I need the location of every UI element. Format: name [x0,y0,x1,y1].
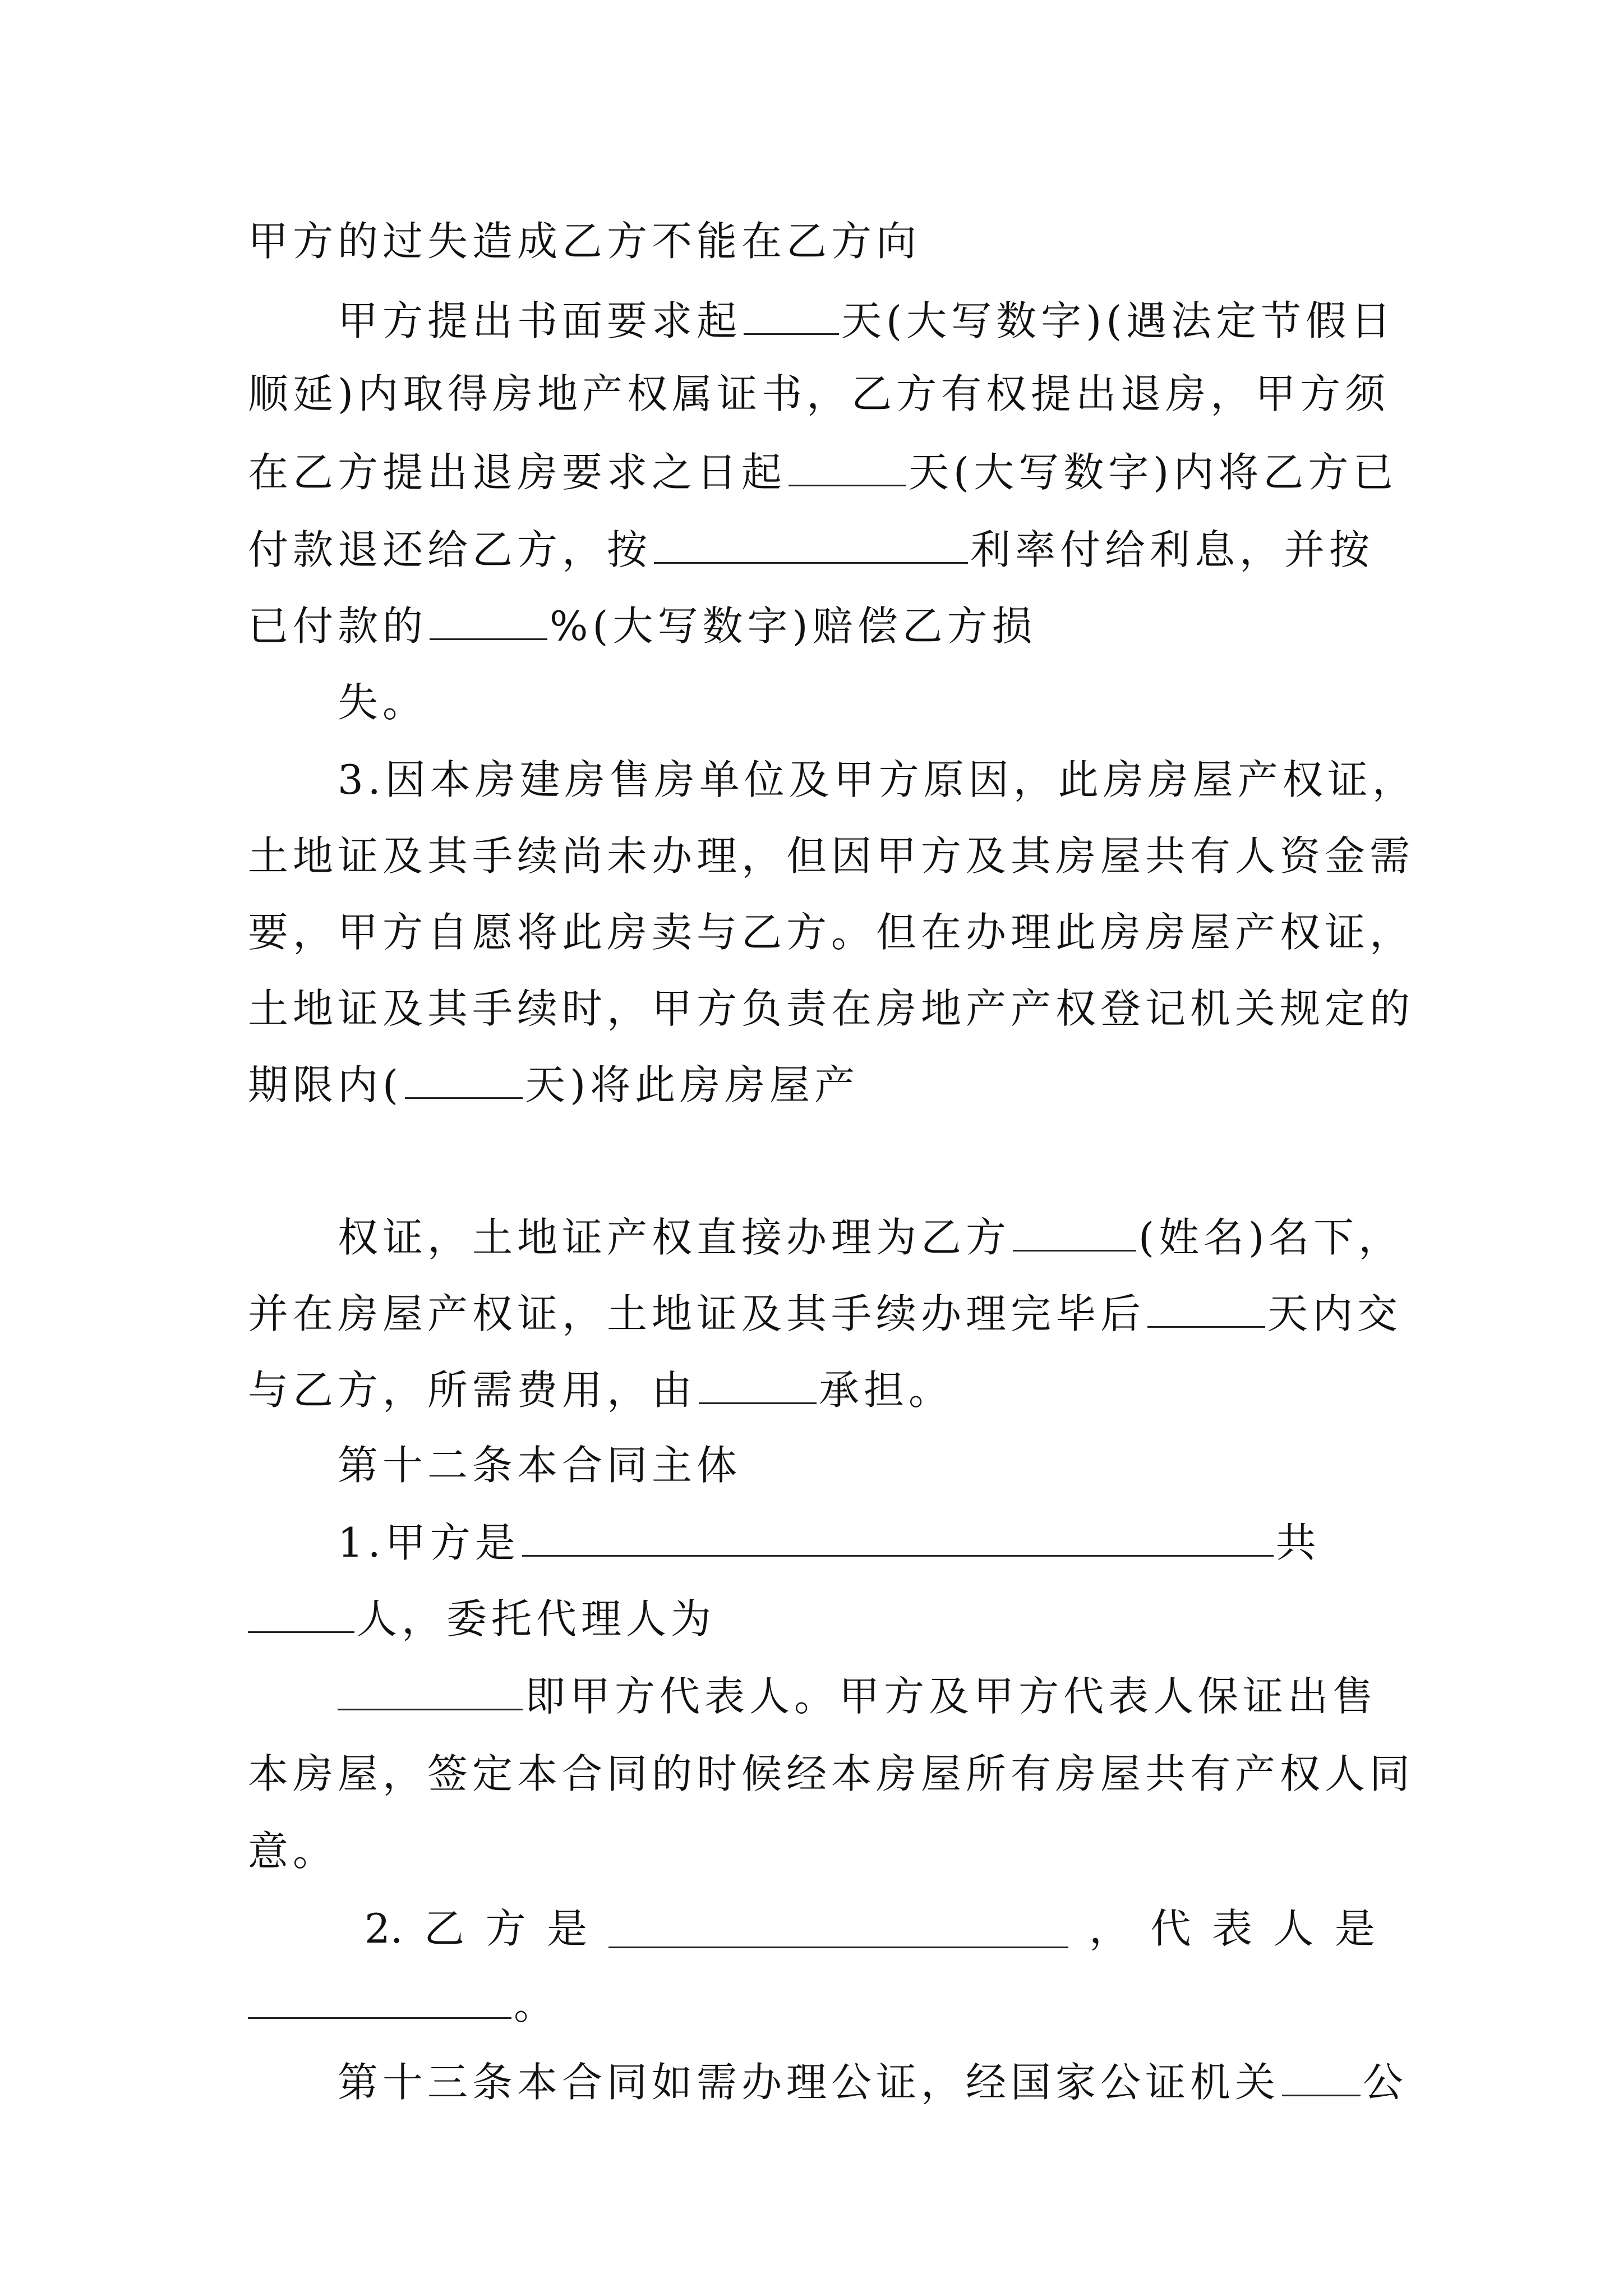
text-line: 在乙方提出退房要求之日起 天(大写数字)内将乙方已 [248,449,1398,496]
fill-blank[interactable] [1282,2058,1361,2096]
text-line: 与乙方，所需费用，由 承担。 [248,1366,954,1414]
text-line: 已付款的 %(大写数字)赔偿乙方损 [248,602,1037,650]
text-line: 土地证及其手续时，甲方负责在房地产产权登记机关规定的 [248,985,1415,1032]
text-line: 并在房屋产权证，土地证及其手续办理完毕后 天内交 [248,1290,1403,1337]
text-line: 权证，土地证产权直接办理为乙方 (姓名)名下， [338,1214,1404,1261]
fill-blank[interactable] [248,1980,511,2019]
section-heading: 第十三条本合同如需办理公证，经国家公证机关 公 [338,2059,1408,2106]
fill-blank[interactable] [699,1365,817,1404]
fill-blank[interactable] [608,1910,1068,1948]
text-line: 甲方的过失造成乙方不能在乙方向 [248,218,921,265]
fill-blank[interactable] [522,1518,1274,1557]
text-line: 付款退还给乙方，按 利率付给利息，并按 [248,526,1375,573]
text-line: 3.因本房建房售房单位及甲方原因，此房房屋产权证， [338,756,1417,803]
fill-blank[interactable] [1013,1213,1136,1251]
text-line: 。 [248,1977,1375,2033]
fill-blank[interactable] [654,525,968,564]
section-heading: 第十二条本合同主体 [338,1442,742,1489]
fill-blank[interactable] [789,448,906,486]
text-line: 本房屋，签定本合同的时候经本房屋所有房屋共有产权人同 [248,1750,1415,1797]
text-line: 2. 乙 方 是 ， 代 表 人 是 [365,1905,1375,1952]
fill-blank[interactable] [430,601,547,640]
fill-blank[interactable] [1147,1289,1265,1328]
fill-blank[interactable] [744,296,839,335]
text-line: 即甲方代表人。甲方及甲方代表人保证出售 [338,1668,1375,1724]
fill-blank[interactable] [405,1060,523,1099]
text-line: 1.甲方是 共 [338,1519,1321,1566]
text-line: 甲方提出书面要求起 天(大写数字)(遇法定节假日 [338,297,1396,344]
fill-blank[interactable] [338,1672,523,1710]
text-line: 失。 [338,679,428,726]
text-line: 人，委托代理人为 [248,1591,1375,1647]
fill-blank[interactable] [248,1594,354,1633]
text-line: 土地证及其手续尚未办理，但因甲方及其房屋共有人资金需 [248,832,1415,880]
text-line: 顺延)内取得房地产权属证书，乙方有权提出退房，甲方须 [248,370,1390,417]
text-line: 要，甲方自愿将此房卖与乙方。但在办理此房房屋产权证， [248,909,1415,956]
text-line: 意。 [248,1828,338,1875]
text-line: 期限内( 天)将此房房屋产 [248,1061,860,1108]
